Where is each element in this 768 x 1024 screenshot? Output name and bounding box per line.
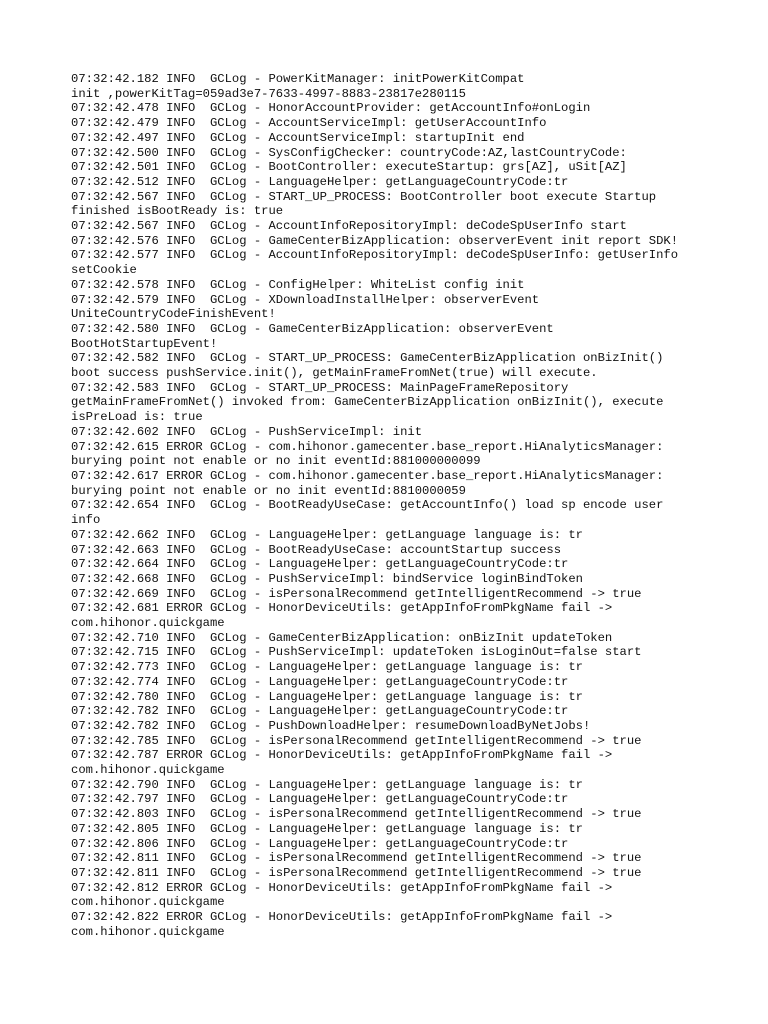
log-line: setCookie [71, 263, 137, 278]
log-line: 07:32:42.811 INFO GCLog - isPersonalRecommend getIntelligentRecommend -> true [71, 865, 642, 880]
log-line: com.hihonor.quickgame [71, 924, 225, 939]
log-line: UniteCountryCodeFinishEvent! [71, 307, 276, 322]
log-line: 07:32:42.617 ERROR GCLog - com.hihonor.gamecenter.base_report.HiAnalyticsManager: [71, 468, 664, 483]
log-line: 07:32:42.787 ERROR GCLog - HonorDeviceUtils: getAppInfoFromPkgName fail -> [71, 748, 613, 763]
log-line: 07:32:42.797 INFO GCLog - LanguageHelper: getLanguageCountryCode:tr [71, 792, 569, 807]
log-line: 07:32:42.663 INFO GCLog - BootReadyUseCase: accountStartup success [71, 542, 562, 557]
log-line: 07:32:42.812 ERROR GCLog - HonorDeviceUtils: getAppInfoFromPkgName fail -> [71, 880, 613, 895]
log-line: 07:32:42.602 INFO GCLog - PushServiceImpl: init [71, 424, 423, 439]
log-line: 07:32:42.785 INFO GCLog - isPersonalRecommend getIntelligentRecommend -> true [71, 733, 642, 748]
log-line: burying point not enable or no init eventId:8810000059 [71, 483, 466, 498]
log-line: 07:32:42.512 INFO GCLog - LanguageHelper: getLanguageCountryCode:tr [71, 174, 569, 189]
log-line: init ,powerKitTag=059ad3e7-7633-4997-8883-23817e280115 [71, 86, 466, 101]
log-line: burying point not enable or no init eventId:881000000099 [71, 454, 481, 469]
log-line: 07:32:42.654 INFO GCLog - BootReadyUseCase: getAccountInfo() load sp encode user [71, 498, 664, 513]
log-line: 07:32:42.780 INFO GCLog - LanguageHelper: getLanguage language is: tr [71, 689, 583, 704]
log-line: 07:32:42.790 INFO GCLog - LanguageHelper: getLanguage language is: tr [71, 777, 583, 792]
log-line: 07:32:42.710 INFO GCLog - GameCenterBizApplication: onBizInit updateToken [71, 630, 613, 645]
log-line: boot success pushService.init(), getMainFrameFromNet(true) will execute. [71, 366, 598, 381]
log-line: 07:32:42.803 INFO GCLog - isPersonalRecommend getIntelligentRecommend -> true [71, 807, 642, 822]
log-line: com.hihonor.quickgame [71, 616, 225, 631]
log-line: 07:32:42.580 INFO GCLog - GameCenterBizApplication: observerEvent [71, 321, 554, 336]
log-line: 07:32:42.576 INFO GCLog - GameCenterBizApplication: observerEvent init report SDK! [71, 233, 679, 248]
log-line: 07:32:42.806 INFO GCLog - LanguageHelper: getLanguageCountryCode:tr [71, 836, 569, 851]
log-line: 07:32:42.582 INFO GCLog - START_UP_PROCESS: GameCenterBizApplication onBizInit() [71, 351, 664, 366]
log-line: 07:32:42.662 INFO GCLog - LanguageHelper: getLanguage language is: tr [71, 527, 583, 542]
log-line: 07:32:42.578 INFO GCLog - ConfigHelper: WhiteList config init [71, 277, 525, 292]
log-line: 07:32:42.782 INFO GCLog - LanguageHelper: getLanguageCountryCode:tr [71, 704, 569, 719]
log-line: 07:32:42.583 INFO GCLog - START_UP_PROCESS: MainPageFrameRepository [71, 380, 569, 395]
log-line: 07:32:42.715 INFO GCLog - PushServiceImpl: updateToken isLoginOut=false start [71, 645, 642, 660]
log-line: com.hihonor.quickgame [71, 763, 225, 778]
log-line: 07:32:42.822 ERROR GCLog - HonorDeviceUtils: getAppInfoFromPkgName fail -> [71, 910, 613, 925]
log-line: 07:32:42.664 INFO GCLog - LanguageHelper: getLanguageCountryCode:tr [71, 557, 569, 572]
log-line: 07:32:42.805 INFO GCLog - LanguageHelper: getLanguage language is: tr [71, 821, 583, 836]
log-line: com.hihonor.quickgame [71, 895, 225, 910]
log-line: 07:32:42.182 INFO GCLog - PowerKitManager: initPowerKitCompat [71, 72, 525, 86]
log-line: isPreLoad is: true [71, 410, 203, 425]
log-text-block [71, 72, 711, 939]
log-line: 07:32:42.501 INFO GCLog - BootController: executeStartup: grs[AZ], uSit[AZ] [71, 160, 627, 175]
log-line: 07:32:42.478 INFO GCLog - HonorAccountProvider: getAccountInfo#onLogin [71, 101, 591, 116]
log-line: 07:32:42.615 ERROR GCLog - com.hihonor.gamecenter.base_report.HiAnalyticsManager: [71, 439, 664, 454]
log-line: BootHotStartupEvent! [71, 336, 218, 351]
log-line: 07:32:42.668 INFO GCLog - PushServiceImpl: bindService loginBindToken [71, 571, 583, 586]
log-line: 07:32:42.577 INFO GCLog - AccountInfoRepositoryImpl: deCodeSpUserInfo: getUserInfo [71, 248, 679, 263]
log-line: 07:32:42.567 INFO GCLog - AccountInfoRepositoryImpl: deCodeSpUserInfo start [71, 219, 627, 234]
log-line: 07:32:42.811 INFO GCLog - isPersonalRecommend getIntelligentRecommend -> true [71, 851, 642, 866]
log-line: 07:32:42.681 ERROR GCLog - HonorDeviceUtils: getAppInfoFromPkgName fail -> [71, 601, 613, 616]
log-line: info [71, 513, 101, 528]
log-line: 07:32:42.497 INFO GCLog - AccountServiceImpl: startupInit end [71, 130, 525, 145]
log-line: finished isBootReady is: true [71, 204, 284, 219]
log-line: 07:32:42.669 INFO GCLog - isPersonalRecommend getIntelligentRecommend -> true [71, 586, 642, 601]
log-line: 07:32:42.500 INFO GCLog - SysConfigChecker: countryCode:AZ,lastCountryCode: [71, 145, 627, 160]
log-line: 07:32:42.773 INFO GCLog - LanguageHelper: getLanguage language is: tr [71, 660, 583, 675]
log-line: 07:32:42.567 INFO GCLog - START_UP_PROCESS: BootController boot execute Startup [71, 189, 657, 204]
log-line: getMainFrameFromNet() invoked from: GameCenterBizApplication onBizInit(), execute [71, 395, 664, 410]
log-line: 07:32:42.479 INFO GCLog - AccountServiceImpl: getUserAccountInfo [71, 116, 547, 131]
log-line: 07:32:42.782 INFO GCLog - PushDownloadHelper: resumeDownloadByNetJobs! [71, 718, 591, 733]
log-line: 07:32:42.774 INFO GCLog - LanguageHelper: getLanguageCountryCode:tr [71, 674, 569, 689]
log-line: 07:32:42.579 INFO GCLog - XDownloadInstallHelper: observerEvent [71, 292, 540, 307]
